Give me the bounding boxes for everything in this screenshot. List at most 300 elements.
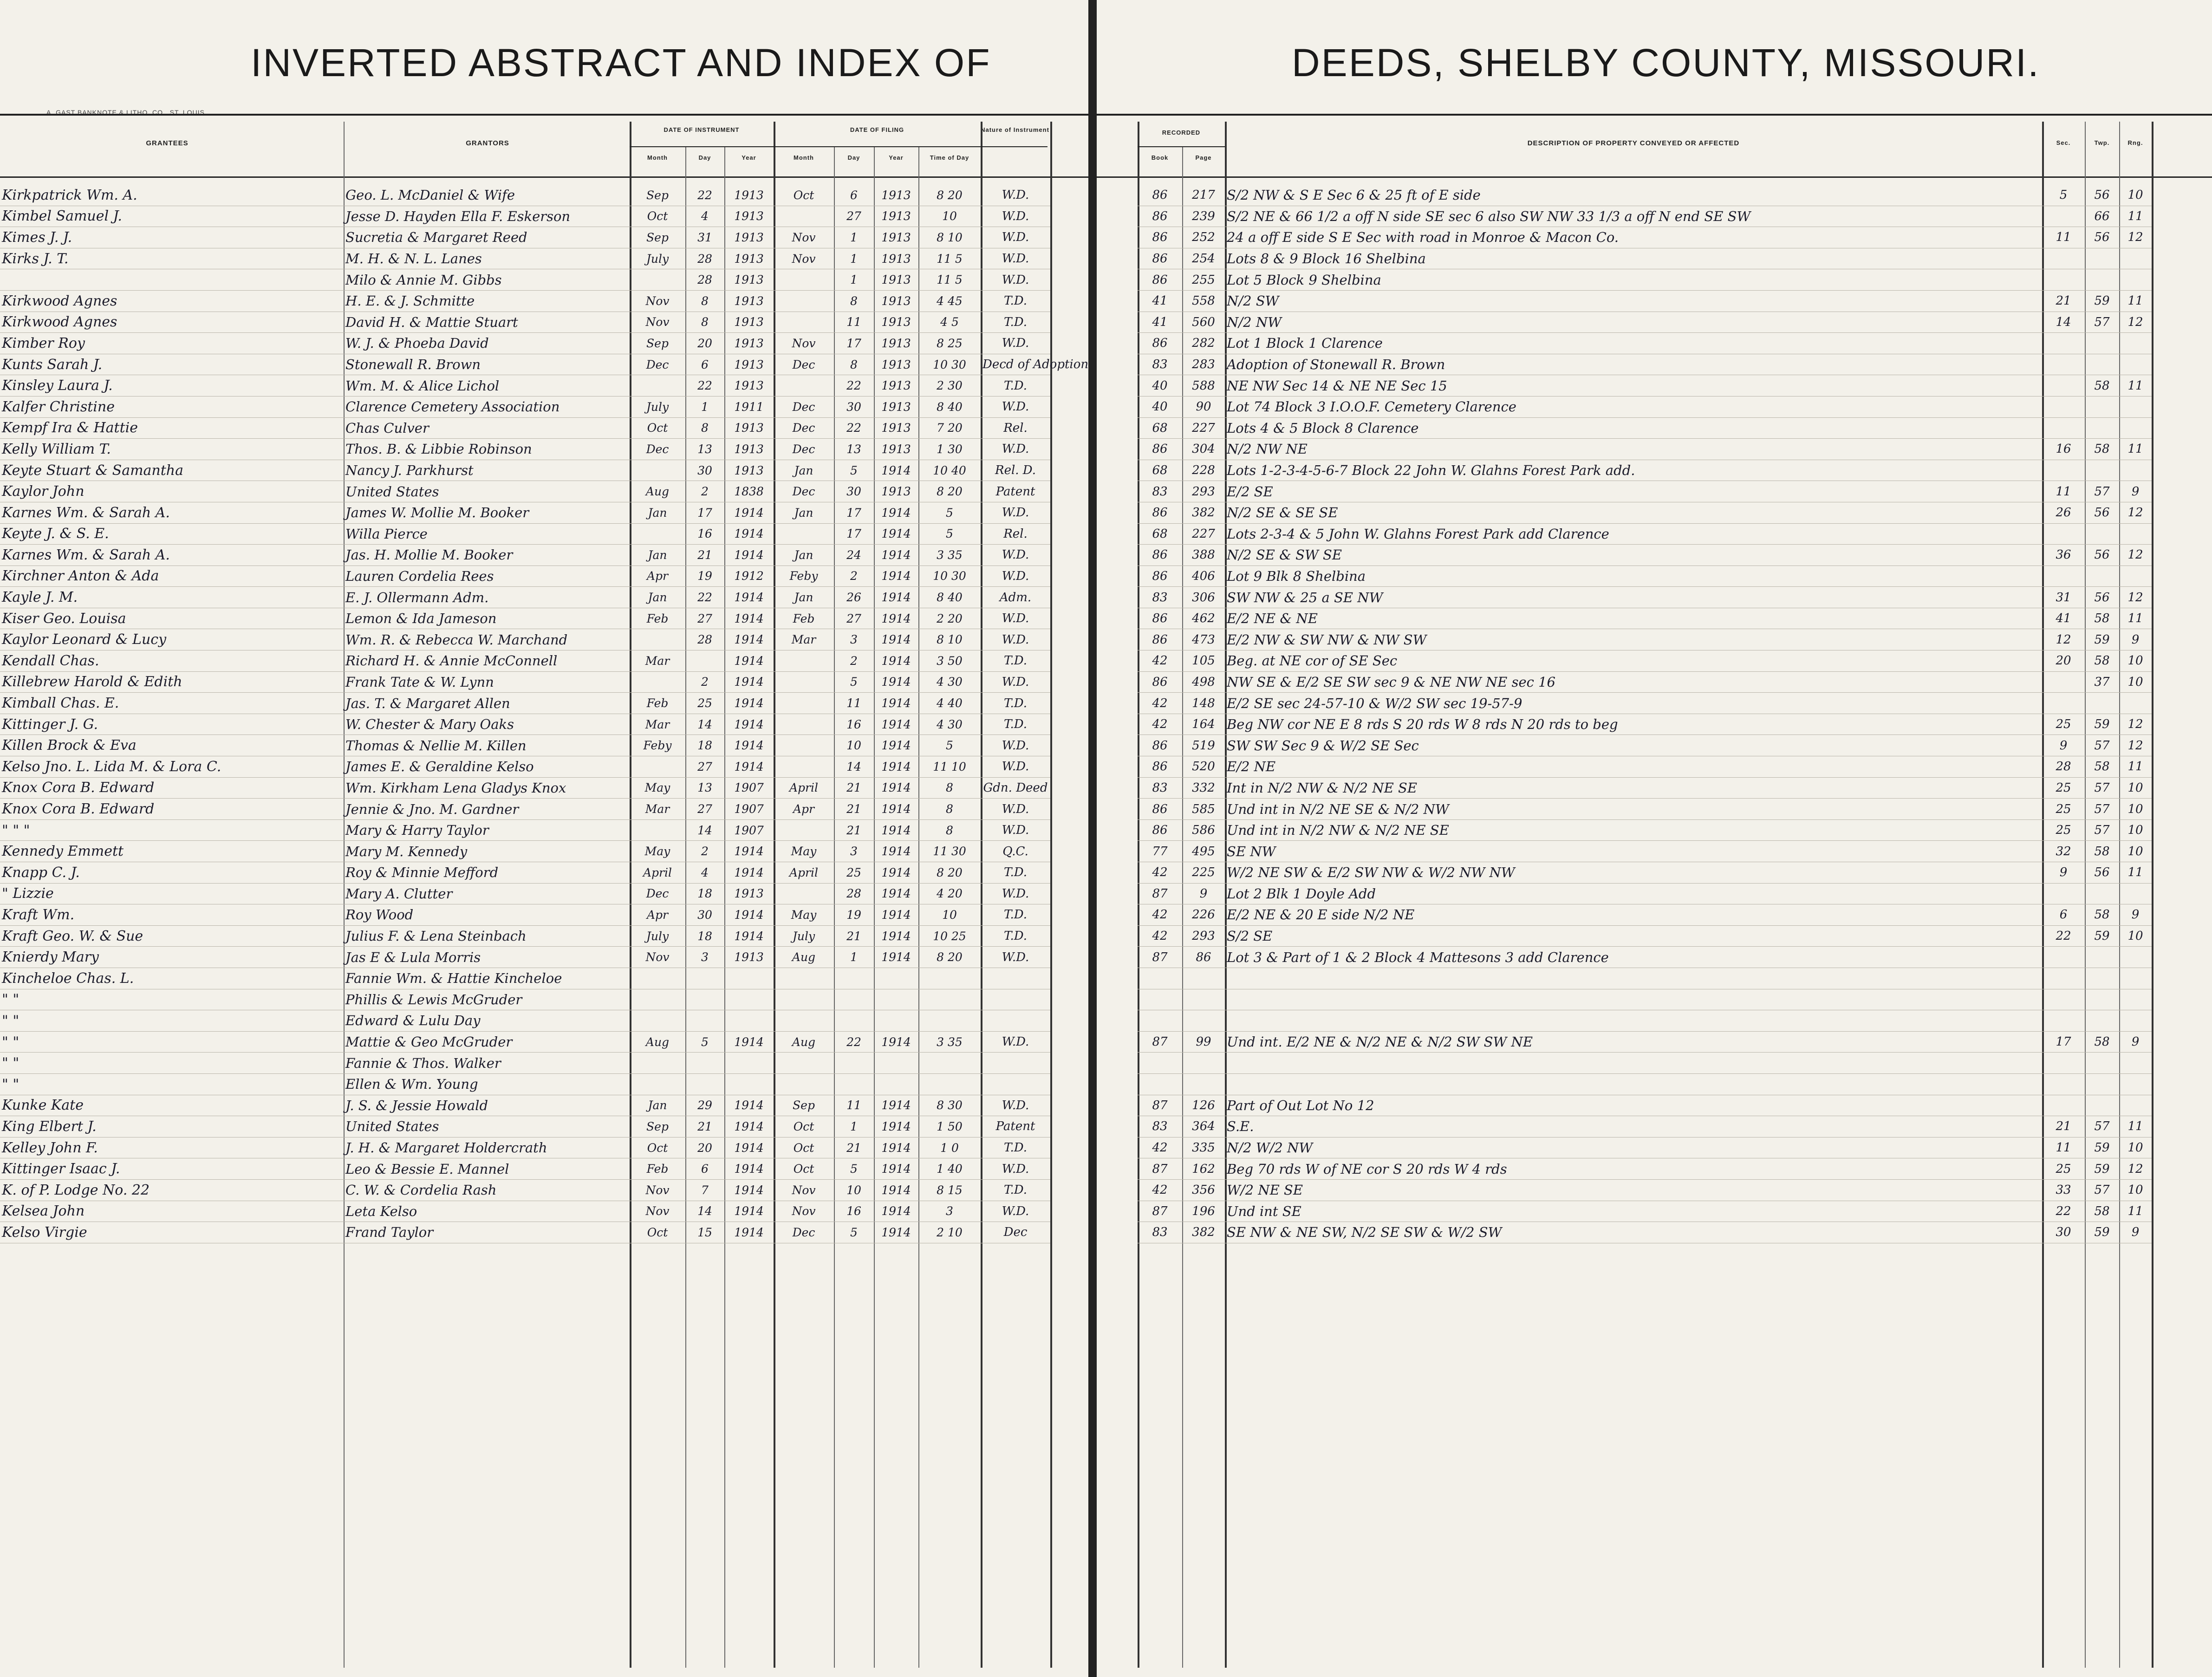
grantee-cell: Knox Cora B. Edward bbox=[0, 799, 344, 820]
range-cell bbox=[2119, 1095, 2152, 1116]
township-cell bbox=[2085, 333, 2119, 354]
filing-month-cell: Nov bbox=[774, 227, 834, 248]
ledger-row bbox=[0, 1222, 1050, 1243]
instrument-day-cell: 22 bbox=[685, 375, 724, 396]
section-cell bbox=[2042, 1073, 2085, 1095]
instrument-day-cell: 8 bbox=[685, 417, 724, 439]
filing-time-cell: 8 20 bbox=[918, 185, 981, 206]
property-row bbox=[1138, 587, 2152, 608]
filing-month-cell: Nov bbox=[774, 1179, 834, 1201]
instrument-day-cell: 2 bbox=[685, 671, 724, 693]
nature-of-instrument-cell: W.D. bbox=[981, 566, 1050, 587]
instrument-day-cell: 30 bbox=[685, 904, 724, 926]
instrument-month-cell: Jan bbox=[630, 502, 685, 523]
filing-time-cell: 8 25 bbox=[918, 333, 981, 354]
filing-month-cell: Dec bbox=[774, 354, 834, 375]
grantee-cell: Kinsley Laura J. bbox=[0, 375, 344, 396]
filing-month-cell: Feby bbox=[774, 566, 834, 587]
filing-year-cell: 1914 bbox=[874, 799, 918, 820]
nature-of-instrument-cell: W.D. bbox=[981, 1095, 1050, 1116]
filing-month-cell: Mar bbox=[774, 629, 834, 650]
instrument-year-cell: 1914 bbox=[724, 904, 774, 926]
filing-day-cell: 1 bbox=[834, 1116, 874, 1138]
township-cell: 56 bbox=[2085, 185, 2119, 206]
grantee-cell: " " bbox=[0, 1073, 344, 1095]
filing-time-cell: 8 bbox=[918, 819, 981, 841]
ledger-row bbox=[0, 333, 1050, 354]
nature-of-instrument-cell: W.D. bbox=[981, 185, 1050, 206]
range-cell: 9 bbox=[2119, 1031, 2152, 1053]
book-cell: 87 bbox=[1138, 947, 1182, 968]
filing-time-cell bbox=[918, 1073, 981, 1095]
grantee-ledger-table bbox=[0, 185, 1089, 1243]
page-cell: 586 bbox=[1182, 819, 1225, 841]
section-cell: 36 bbox=[2042, 545, 2085, 566]
township-cell: 58 bbox=[2085, 375, 2119, 396]
instrument-month-cell bbox=[630, 671, 685, 693]
range-cell: 11 bbox=[2119, 290, 2152, 312]
property-row bbox=[1138, 333, 2152, 354]
instrument-month-cell bbox=[630, 629, 685, 650]
range-cell bbox=[2119, 333, 2152, 354]
range-cell: 10 bbox=[2119, 777, 2152, 799]
page-cell: 227 bbox=[1182, 417, 1225, 439]
grantee-cell: Knierdy Mary bbox=[0, 947, 344, 968]
nature-of-instrument-cell: T.D. bbox=[981, 1137, 1050, 1158]
instrument-day-cell: 17 bbox=[685, 502, 724, 523]
township-cell bbox=[2085, 523, 2119, 545]
township-cell: 58 bbox=[2085, 904, 2119, 926]
filing-year-cell: 1914 bbox=[874, 650, 918, 672]
filing-day-cell: 1 bbox=[834, 269, 874, 291]
page-cell bbox=[1182, 1053, 1225, 1074]
instrument-day-cell: 16 bbox=[685, 523, 724, 545]
section-cell: 31 bbox=[2042, 587, 2085, 608]
nature-of-instrument-cell: W.D. bbox=[981, 735, 1050, 756]
filing-time-cell: 8 20 bbox=[918, 862, 981, 884]
property-row bbox=[1138, 375, 2152, 396]
book-cell: 86 bbox=[1138, 819, 1182, 841]
filing-month-cell bbox=[774, 312, 834, 333]
instrument-day-cell bbox=[685, 1010, 724, 1032]
grantor-cell: M. H. & N. L. Lanes bbox=[344, 248, 630, 269]
instrument-day-cell: 20 bbox=[685, 333, 724, 354]
township-cell bbox=[2085, 693, 2119, 714]
range-cell: 12 bbox=[2119, 545, 2152, 566]
instrument-day-cell: 6 bbox=[685, 1158, 724, 1180]
book-cell: 86 bbox=[1138, 333, 1182, 354]
book-cell: 83 bbox=[1138, 777, 1182, 799]
instrument-day-cell: 28 bbox=[685, 248, 724, 269]
grantee-cell: Kunke Kate bbox=[0, 1095, 344, 1116]
filing-day-cell bbox=[834, 1053, 874, 1074]
description-cell: NW SE & E/2 SE SW sec 9 & NE NW NE sec 16 bbox=[1225, 671, 2042, 693]
description-cell: S/2 NE & 66 1/2 a off N side SE sec 6 also SW NW 33 1/3 a off N end SE SW bbox=[1225, 206, 2042, 227]
filing-day-cell: 1 bbox=[834, 227, 874, 248]
filing-month-cell: Aug bbox=[774, 1031, 834, 1053]
description-cell: W/2 NE SE bbox=[1225, 1179, 2042, 1201]
property-row bbox=[1138, 312, 2152, 333]
book-cell: 86 bbox=[1138, 227, 1182, 248]
nature-of-instrument-cell bbox=[981, 1053, 1050, 1074]
instrument-day-cell bbox=[685, 1053, 724, 1074]
book-cell: 87 bbox=[1138, 1095, 1182, 1116]
nature-of-instrument-cell: W.D. bbox=[981, 1201, 1050, 1222]
instrument-day-cell: 27 bbox=[685, 756, 724, 778]
page-cell: 239 bbox=[1182, 206, 1225, 227]
range-cell: 9 bbox=[2119, 481, 2152, 502]
filing-day-cell: 6 bbox=[834, 185, 874, 206]
ledger-row bbox=[0, 1179, 1050, 1201]
instrument-day-cell: 29 bbox=[685, 1095, 724, 1116]
nature-of-instrument-cell: T.D. bbox=[981, 714, 1050, 735]
instrument-year-cell: 1914 bbox=[724, 671, 774, 693]
filing-month-cell bbox=[774, 883, 834, 904]
instrument-day-cell: 7 bbox=[685, 1179, 724, 1201]
ledger-row bbox=[0, 1116, 1050, 1138]
page-cell: 227 bbox=[1182, 523, 1225, 545]
range-cell: 12 bbox=[2119, 312, 2152, 333]
range-cell: 9 bbox=[2119, 1222, 2152, 1243]
filing-year-cell: 1914 bbox=[874, 1095, 918, 1116]
grantor-cell: Wm. Kirkham Lena Gladys Knox bbox=[344, 777, 630, 799]
property-row bbox=[1138, 841, 2152, 862]
filing-year-cell: 1914 bbox=[874, 629, 918, 650]
filing-day-cell: 5 bbox=[834, 460, 874, 481]
grantee-cell: Karnes Wm. & Sarah A. bbox=[0, 545, 344, 566]
description-cell: E/2 SE bbox=[1225, 481, 2042, 502]
description-cell: Lot 3 & Part of 1 & 2 Block 4 Mattesons 3 add Clarence bbox=[1225, 947, 2042, 968]
grantee-cell: Kayle J. M. bbox=[0, 587, 344, 608]
description-cell bbox=[1225, 1073, 2042, 1095]
grantor-cell: Milo & Annie M. Gibbs bbox=[344, 269, 630, 291]
filing-day-cell: 27 bbox=[834, 608, 874, 629]
instrument-month-cell: Sep bbox=[630, 227, 685, 248]
page-cell: 462 bbox=[1182, 608, 1225, 629]
description-cell: Part of Out Lot No 12 bbox=[1225, 1095, 2042, 1116]
nature-of-instrument-cell bbox=[981, 1073, 1050, 1095]
book-gutter bbox=[1091, 0, 1097, 1677]
grantee-cell: Kimball Chas. E. bbox=[0, 693, 344, 714]
grantee-cell: K. of P. Lodge No. 22 bbox=[0, 1179, 344, 1201]
grantor-cell: Lemon & Ida Jameson bbox=[344, 608, 630, 629]
filing-month-cell: Jan bbox=[774, 587, 834, 608]
filing-day-cell: 8 bbox=[834, 290, 874, 312]
filing-time-cell: 11 5 bbox=[918, 248, 981, 269]
section-cell: 25 bbox=[2042, 714, 2085, 735]
book-cell: 83 bbox=[1138, 1222, 1182, 1243]
book-cell: 86 bbox=[1138, 735, 1182, 756]
instrument-month-cell: Aug bbox=[630, 481, 685, 502]
page-header: Page bbox=[1195, 154, 1212, 161]
filing-year-cell: 1913 bbox=[874, 375, 918, 396]
property-row bbox=[1138, 481, 2152, 502]
page-cell: 406 bbox=[1182, 566, 1225, 587]
ledger-row bbox=[0, 693, 1050, 714]
instrument-month-cell: Feb bbox=[630, 608, 685, 629]
grantor-cell: Nancy J. Parkhurst bbox=[344, 460, 630, 481]
filing-time-cell: 10 30 bbox=[918, 354, 981, 375]
range-cell bbox=[2119, 989, 2152, 1010]
filing-year-cell: 1913 bbox=[874, 269, 918, 291]
instrument-month-cell bbox=[630, 1073, 685, 1095]
ledger-row bbox=[0, 290, 1050, 312]
filing-month-cell: Apr bbox=[774, 799, 834, 820]
ledger-row bbox=[0, 862, 1050, 884]
filing-month-cell bbox=[774, 756, 834, 778]
nature-of-instrument-cell: W.D. bbox=[981, 883, 1050, 904]
filing-month-cell bbox=[774, 819, 834, 841]
instrument-year-cell bbox=[724, 1053, 774, 1074]
filing-time-cell: 5 bbox=[918, 523, 981, 545]
property-row bbox=[1138, 799, 2152, 820]
township-cell bbox=[2085, 460, 2119, 481]
page-cell: 105 bbox=[1182, 650, 1225, 672]
filing-year-cell: 1913 bbox=[874, 333, 918, 354]
book-cell: 87 bbox=[1138, 1201, 1182, 1222]
filing-time-cell: 4 30 bbox=[918, 714, 981, 735]
recorded-header: RECORDED bbox=[1162, 129, 1201, 136]
range-cell: 12 bbox=[2119, 502, 2152, 523]
description-cell: N/2 NW bbox=[1225, 312, 2042, 333]
book-cell: 40 bbox=[1138, 396, 1182, 417]
book-cell: 86 bbox=[1138, 185, 1182, 206]
section-cell bbox=[2042, 333, 2085, 354]
nature-of-instrument-cell: W.D. bbox=[981, 206, 1050, 227]
filing-month-cell bbox=[774, 989, 834, 1010]
filing-year-cell: 1914 bbox=[874, 925, 918, 947]
section-cell: 11 bbox=[2042, 1137, 2085, 1158]
range-cell: 11 bbox=[2119, 206, 2152, 227]
page-cell: 196 bbox=[1182, 1201, 1225, 1222]
instrument-year-cell: 1914 bbox=[724, 925, 774, 947]
township-cell bbox=[2085, 1073, 2119, 1095]
instrument-month-cell: Feby bbox=[630, 735, 685, 756]
township-cell bbox=[2085, 269, 2119, 291]
range-cell: 9 bbox=[2119, 904, 2152, 926]
filing-month-cell: Sep bbox=[774, 1095, 834, 1116]
township-cell bbox=[2085, 354, 2119, 375]
filing-time-cell: 1 40 bbox=[918, 1158, 981, 1180]
nature-of-instrument-cell: W.D. bbox=[981, 608, 1050, 629]
filing-day-cell: 10 bbox=[834, 735, 874, 756]
property-row bbox=[1138, 1031, 2152, 1053]
ledger-row bbox=[0, 354, 1050, 375]
ledger-row bbox=[0, 1095, 1050, 1116]
section-cell bbox=[2042, 375, 2085, 396]
range-cell: 11 bbox=[2119, 439, 2152, 460]
property-row bbox=[1138, 502, 2152, 523]
instrument-year-cell: 1838 bbox=[724, 481, 774, 502]
grantee-cell: Kirkwood Agnes bbox=[0, 290, 344, 312]
ledger-row bbox=[0, 481, 1050, 502]
page-cell: 473 bbox=[1182, 629, 1225, 650]
date-subheader-rule bbox=[630, 146, 1047, 147]
township-cell: 66 bbox=[2085, 206, 2119, 227]
description-cell: SE NW bbox=[1225, 841, 2042, 862]
grantee-cell: Kraft Wm. bbox=[0, 904, 344, 926]
township-cell: 59 bbox=[2085, 1222, 2119, 1243]
section-cell bbox=[2042, 248, 2085, 269]
ledger-row bbox=[0, 799, 1050, 820]
instrument-year-cell: 1914 bbox=[724, 693, 774, 714]
instrument-year-cell: 1914 bbox=[724, 650, 774, 672]
instrument-year-cell: 1907 bbox=[724, 819, 774, 841]
section-cell: 25 bbox=[2042, 819, 2085, 841]
range-cell bbox=[2119, 460, 2152, 481]
description-cell: N/2 SW bbox=[1225, 290, 2042, 312]
book-cell: 86 bbox=[1138, 545, 1182, 566]
instrument-month-cell: Jan bbox=[630, 545, 685, 566]
description-cell: E/2 NE & 20 E side N/2 NE bbox=[1225, 904, 2042, 926]
grantee-cell: Kelly William T. bbox=[0, 439, 344, 460]
instrument-month-cell: Dec bbox=[630, 354, 685, 375]
grantor-cell: Phillis & Lewis McGruder bbox=[344, 989, 630, 1010]
page-cell: 252 bbox=[1182, 227, 1225, 248]
ledger-row bbox=[0, 1073, 1050, 1095]
nature-of-instrument-cell: W.D. bbox=[981, 248, 1050, 269]
filing-day-cell: 28 bbox=[834, 883, 874, 904]
filing-month-cell bbox=[774, 671, 834, 693]
nature-of-instrument-cell: Rel. D. bbox=[981, 460, 1050, 481]
property-row bbox=[1138, 735, 2152, 756]
township-cell: 59 bbox=[2085, 1158, 2119, 1180]
property-row bbox=[1138, 968, 2152, 989]
instrument-year-cell: 1914 bbox=[724, 756, 774, 778]
instrument-year-cell: 1914 bbox=[724, 714, 774, 735]
grantees-header: GRANTEES bbox=[146, 139, 189, 147]
filing-day-cell: 11 bbox=[834, 1095, 874, 1116]
section-cell: 30 bbox=[2042, 1222, 2085, 1243]
grantee-cell: Kelsea John bbox=[0, 1201, 344, 1222]
property-row bbox=[1138, 1137, 2152, 1158]
section-cell: 14 bbox=[2042, 312, 2085, 333]
filing-day-cell: 1 bbox=[834, 947, 874, 968]
page-cell: 293 bbox=[1182, 481, 1225, 502]
header-bottom-rule bbox=[1097, 176, 2212, 178]
filing-year-cell: 1914 bbox=[874, 587, 918, 608]
filing-year-cell: 1914 bbox=[874, 1158, 918, 1180]
filing-time-cell: 1 30 bbox=[918, 439, 981, 460]
instrument-year-cell: 1914 bbox=[724, 523, 774, 545]
ledger-row bbox=[0, 1031, 1050, 1053]
range-cell: 10 bbox=[2119, 185, 2152, 206]
description-cell: SW NW & 25 a SE NW bbox=[1225, 587, 2042, 608]
township-cell: 56 bbox=[2085, 862, 2119, 884]
instrument-month-cell: Feb bbox=[630, 1158, 685, 1180]
range-cell bbox=[2119, 523, 2152, 545]
page-cell: 164 bbox=[1182, 714, 1225, 735]
description-cell: Lots 2-3-4 & 5 John W. Glahns Forest Park add Clarence bbox=[1225, 523, 2042, 545]
instrument-year-cell: 1912 bbox=[724, 566, 774, 587]
grantee-cell: Kelley John F. bbox=[0, 1137, 344, 1158]
filing-year-cell: 1913 bbox=[874, 312, 918, 333]
grantor-cell: Mary & Harry Taylor bbox=[344, 819, 630, 841]
instrument-day-cell: 2 bbox=[685, 841, 724, 862]
instrument-year-cell: 1914 bbox=[724, 1179, 774, 1201]
instrument-day-cell: 6 bbox=[685, 354, 724, 375]
nature-of-instrument-cell: W.D. bbox=[981, 671, 1050, 693]
filing-year-cell: 1913 bbox=[874, 481, 918, 502]
range-cell: 12 bbox=[2119, 1158, 2152, 1180]
description-cell bbox=[1225, 1010, 2042, 1032]
section-cell: 16 bbox=[2042, 439, 2085, 460]
instrument-day-cell: 14 bbox=[685, 714, 724, 735]
filing-year-cell: 1914 bbox=[874, 947, 918, 968]
filing-time-cell bbox=[918, 1010, 981, 1032]
filing-month-cell: Aug bbox=[774, 947, 834, 968]
instrument-year-cell: 1913 bbox=[724, 354, 774, 375]
filing-year-cell: 1914 bbox=[874, 777, 918, 799]
range-cell: 11 bbox=[2119, 608, 2152, 629]
instrument-day-cell: 25 bbox=[685, 693, 724, 714]
instrument-day-cell: 22 bbox=[685, 587, 724, 608]
filing-time-cell: 3 50 bbox=[918, 650, 981, 672]
book-cell: 87 bbox=[1138, 1031, 1182, 1053]
filing-month-cell: Dec bbox=[774, 481, 834, 502]
instrument-year-cell: 1913 bbox=[724, 333, 774, 354]
grantor-cell: James W. Mollie M. Booker bbox=[344, 502, 630, 523]
instrument-day-cell bbox=[685, 989, 724, 1010]
township-cell: 57 bbox=[2085, 312, 2119, 333]
grantor-cell: W. J. & Phoeba David bbox=[344, 333, 630, 354]
filing-month-cell: Oct bbox=[774, 185, 834, 206]
instrument-day-cell: 13 bbox=[685, 439, 724, 460]
filing-month-cell: Dec bbox=[774, 1222, 834, 1243]
book-cell: 86 bbox=[1138, 629, 1182, 650]
property-row bbox=[1138, 714, 2152, 735]
filing-day-header: Day bbox=[847, 154, 860, 161]
property-row bbox=[1138, 989, 2152, 1010]
filing-time-cell: 4 45 bbox=[918, 290, 981, 312]
book-cell: 86 bbox=[1138, 502, 1182, 523]
description-cell: SW SW Sec 9 & W/2 SE Sec bbox=[1225, 735, 2042, 756]
township-cell: 57 bbox=[2085, 1116, 2119, 1138]
description-cell: Und int. E/2 NE & N/2 NE & N/2 SW SW NE bbox=[1225, 1031, 2042, 1053]
range-cell bbox=[2119, 417, 2152, 439]
range-cell bbox=[2119, 1073, 2152, 1095]
grantee-cell: Kennedy Emmett bbox=[0, 841, 344, 862]
filing-time-cell: 4 30 bbox=[918, 671, 981, 693]
filing-day-cell: 2 bbox=[834, 566, 874, 587]
filing-month-cell bbox=[774, 968, 834, 989]
property-row bbox=[1138, 904, 2152, 926]
book-cell: 87 bbox=[1138, 1158, 1182, 1180]
sec-header: Sec. bbox=[2056, 139, 2071, 146]
grantee-cell: Kempf Ira & Hattie bbox=[0, 417, 344, 439]
property-row bbox=[1138, 947, 2152, 968]
nature-of-instrument-cell: Adm. bbox=[981, 587, 1050, 608]
filing-time-cell: 3 bbox=[918, 1201, 981, 1222]
section-cell bbox=[2042, 396, 2085, 417]
nature-of-instrument-cell: Decd of Adoption bbox=[981, 354, 1050, 375]
right-page-heading: DEEDS, SHELBY COUNTY, MISSOURI. bbox=[1292, 41, 2040, 84]
section-cell bbox=[2042, 354, 2085, 375]
description-cell: Adoption of Stonewall R. Brown bbox=[1225, 354, 2042, 375]
section-cell: 21 bbox=[2042, 290, 2085, 312]
grantor-cell: H. E. & J. Schmitte bbox=[344, 290, 630, 312]
township-cell bbox=[2085, 989, 2119, 1010]
instrument-month-cell: Mar bbox=[630, 799, 685, 820]
grantor-cell: Lauren Cordelia Rees bbox=[344, 566, 630, 587]
description-cell: Lot 9 Blk 8 Shelbina bbox=[1225, 566, 2042, 587]
book-cell: 83 bbox=[1138, 1116, 1182, 1138]
nature-of-instrument-cell: W.D. bbox=[981, 799, 1050, 820]
instrument-year-cell: 1914 bbox=[724, 1137, 774, 1158]
property-row bbox=[1138, 290, 2152, 312]
filing-year-cell: 1914 bbox=[874, 460, 918, 481]
book-cell: 42 bbox=[1138, 925, 1182, 947]
